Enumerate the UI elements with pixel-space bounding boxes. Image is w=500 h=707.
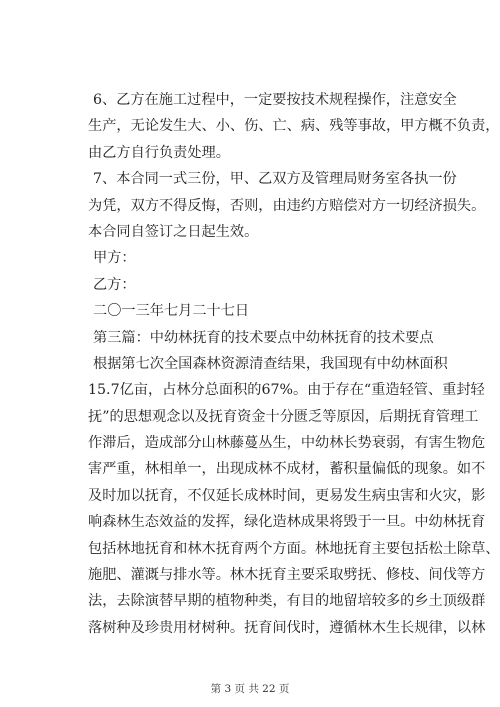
text-line: 害严重，林相单一，出现成林不成材，蓄积量偏低的现象。如不	[88, 461, 486, 478]
text-line: 抚”的思想观念以及抚育资金十分匮乏等原因，后期抚育管理工	[88, 408, 479, 425]
text-line: 作滞后，造成部分山林藤蔓丛生，中幼林长势衰弱，有害生物危	[88, 435, 486, 452]
text-line: 法，去除演替早期的植物种类，有目的地留培较多的乡土顶级群	[88, 593, 486, 610]
text-line: 7、本合同一式三份，甲、乙双方及管理局财务室各执一份	[93, 171, 457, 188]
page-number-footer: 第 3 页 共 22 页	[210, 683, 290, 695]
contract-date: 二〇一三年七月二十七日	[93, 303, 250, 320]
signature-party-b: 乙方：	[93, 276, 136, 293]
text-line: 落树种及珍贵用材树种。抚育间伐时，遵循林木生长规律，以林	[88, 619, 486, 636]
text-line: 为凭，双方不得反悔，否则，由违约方赔偿对方一切经济损失。	[88, 197, 486, 214]
text-line: 由乙方自行负责处理。	[88, 144, 230, 161]
text-line: 15.7亿亩，占林分总面积的67%。由于存在“重造轻管、重封轻	[88, 382, 485, 399]
text-line: 及时加以抚育，不仅延长成林时间，更易发生病虫害和火灾，影	[88, 487, 486, 504]
text-line: 生产，无论发生大、小、伤、亡、病、残等事故，甲方概不负责，	[88, 118, 500, 135]
text-line: 6、乙方在施工过程中，一定要按技术规程操作，注意安全	[93, 92, 457, 108]
document-body	[88, 87, 500, 641]
text-line: 施肥、灌溉与排水等。林木抚育主要采取劈抚、修枝、间伐等方	[88, 567, 486, 584]
text-line: 本合同自签订之日起生效。	[88, 223, 259, 240]
section-heading: 第三篇：中幼林抚育的技术要点中幼林抚育的技术要点	[93, 329, 434, 346]
signature-party-a: 甲方：	[93, 250, 136, 267]
text-line: 响森林生态效益的发挥，绿化造林成果将毁于一旦。中幼林抚育	[88, 514, 486, 531]
text-line: 包括林地抚育和林木抚育两个方面。林地抚育主要包括松土除草、	[88, 540, 500, 557]
text-line: 根据第七次全国森林资源清查结果，我国现有中幼林面积	[93, 355, 448, 372]
